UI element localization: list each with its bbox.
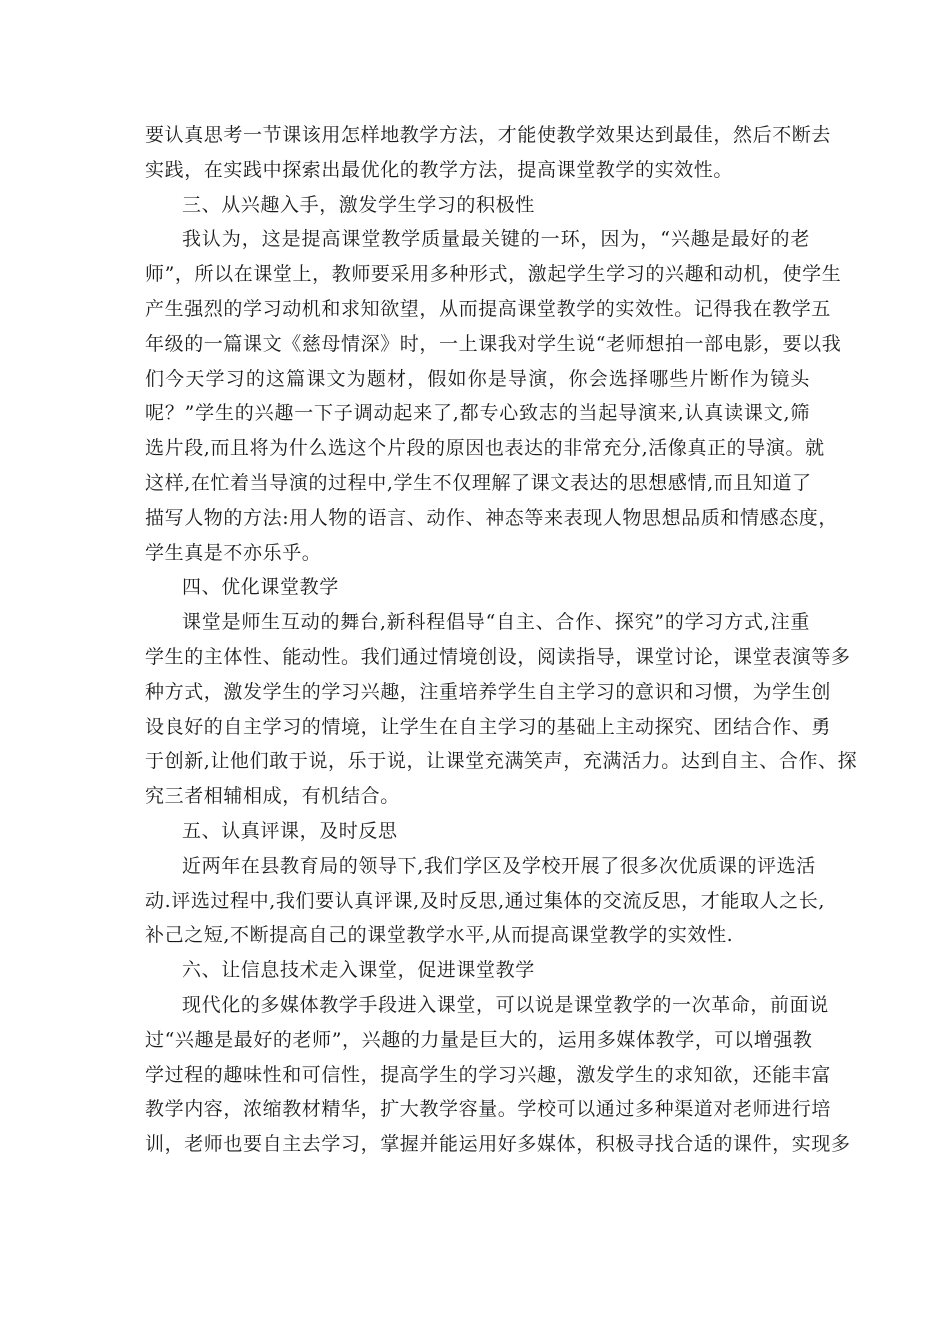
paragraph-line: 选片段,而且将为什么选这个片段的原因也表达的非常充分,活像真正的导演。就	[145, 437, 825, 460]
paragraph-line: 过“兴趣是最好的老师”，兴趣的力量是巨大的，运用多媒体教学，可以增强教	[145, 1028, 813, 1051]
paragraph-line: 学过程的趣味性和可信性，提高学生的学习兴趣，激发学生的求知欲，还能丰富	[145, 1063, 832, 1086]
paragraph-line: 补己之短,不断提高自己的课堂教学水平,从而提高课堂教学的实效性.	[145, 924, 734, 947]
section-heading: 四、优化课堂教学	[182, 576, 339, 599]
paragraph-line: 师”，所以在课堂上，教师要采用多种形式，激起学生学习的兴趣和动机，使学生	[145, 263, 842, 286]
section-heading: 三、从兴趣入手，激发学生学习的积极性	[182, 193, 535, 216]
section-heading: 六、让信息技术走入课堂，促进课堂教学	[182, 959, 535, 982]
paragraph-line: 训，老师也要自主去学习，掌握并能运用好多媒体，积极寻找合适的课件，实现多	[145, 1133, 851, 1156]
paragraph-line: 这样,在忙着当导演的过程中,学生不仅理解了课文表达的思想感情,而且知道了	[145, 471, 812, 494]
paragraph-line: 要认真思考一节课该用怎样地教学方法，才能使教学效果达到最佳，然后不断去	[145, 124, 832, 146]
paragraph-line: 现代化的多媒体教学手段进入课堂，可以说是课堂教学的一次革命，前面说	[182, 993, 829, 1016]
paragraph-line: 学生真是不亦乐乎。	[145, 541, 322, 564]
paragraph-line: 究三者相辅相成，有机结合。	[145, 785, 400, 808]
paragraph-line: 实践，在实践中探索出最优化的教学方法，提高课堂教学的实效性。	[145, 158, 734, 181]
paragraph-line: 产生强烈的学习动机和求知欲望，从而提高课堂教学的实效性。记得我在教学五	[145, 297, 832, 320]
paragraph-line: 动.评选过程中,我们要认真评课,及时反思,通过集体的交流反思，才能取人之长,	[145, 889, 825, 912]
paragraph-line: 呢？”学生的兴趣一下子调动起来了,都专心致志的当起导演来,认真读课文,筛	[145, 402, 810, 425]
paragraph-line: 于创新,让他们敢于说，乐于说，让课堂充满笑声，充满活力。达到自主、合作、探	[145, 750, 858, 773]
paragraph-line: 教学内容，浓缩教材精华，扩大教学容量。学校可以通过多种渠道对老师进行培	[145, 1098, 832, 1121]
paragraph-line: 描写人物的方法:用人物的语言、动作、神态等来表现人物思想品质和情感态度，	[145, 506, 839, 529]
paragraph-line: 近两年在县教育局的领导下,我们学区及学校开展了很多次优质课的评选活	[182, 854, 816, 877]
paragraph-line: 们今天学习的这篇课文为题材，假如你是导演，你会选择哪些片断作为镜头	[145, 367, 810, 390]
section-heading: 五、认真评课，及时反思	[182, 819, 398, 842]
paragraph-line: 课堂是师生互动的舞台,新科程倡导“自主、合作、探究”的学习方式,注重	[182, 611, 810, 634]
paragraph-line: 我认为，这是提高课堂教学质量最关键的一环，因为，“兴趣是最好的老	[182, 228, 810, 251]
paragraph-line: 学生的主体性、能动性。我们通过情境创设，阅读指导，课堂讨论，课堂表演等多	[145, 645, 851, 668]
paragraph-line: 设良好的自主学习的情境，让学生在自主学习的基础上主动探究、团结合作、勇	[145, 715, 832, 738]
paragraph-line: 年级的一篇课文《慈母情深》时，一上课我对学生说“老师想拍一部电影，要以我	[145, 332, 842, 355]
document-body	[0, 118, 950, 1162]
paragraph-line: 种方式，激发学生的学习兴趣，注重培养学生自主学习的意识和习惯，为学生创	[145, 680, 832, 703]
